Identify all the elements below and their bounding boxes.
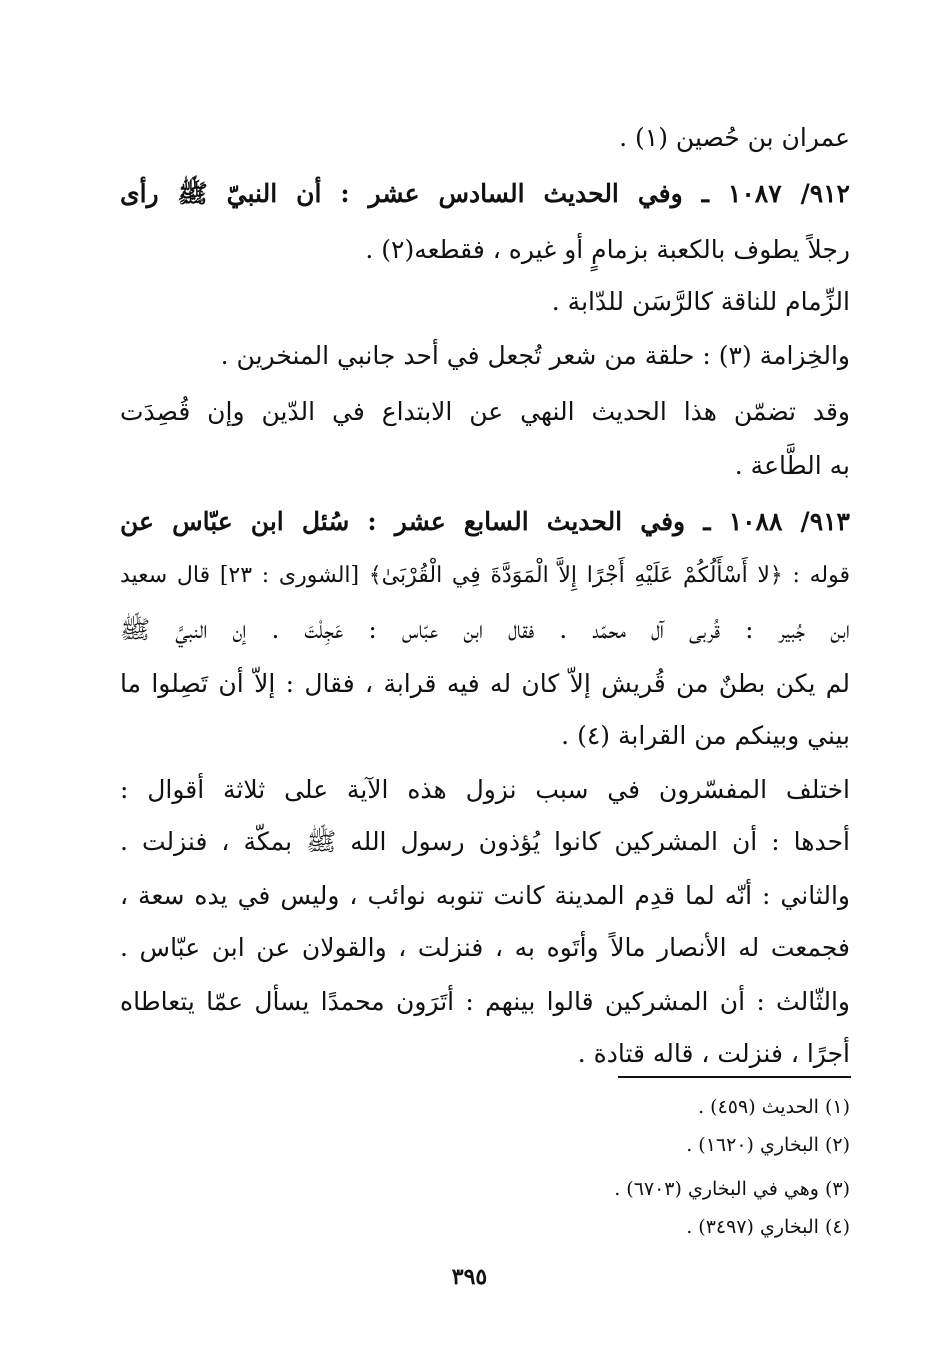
footnote-2: (٢) البخاري (١٦٢٠) . [686,1134,850,1156]
footnote-separator [618,1076,851,1078]
text-line: رجلاً يطوف بالكعبة بزمامٍ أو غيره ، فقطعه(٢) . [365,235,850,264]
text-line: والثاني : أنّه لما قدِم المدينة كانت تنوبه نوائب ، وليس في يده سعة ، [120,881,850,910]
footnote-3: (٣) وهي في البخاري (٦٧٠٣) . [614,1178,850,1200]
text-line: اختلف المفسّرون في سبب نزول هذه الآية على ثلاثة أقوال : [120,775,850,804]
text-line: والثّالث : أن المشركين قالوا بينهم : أتَرَون محمدًا يسأل عمّا يتعاطاه [120,987,850,1016]
footnote-1: (١) الحديث (٤٥٩) . [698,1096,850,1118]
footnote-4: (٤) البخاري (٣٤٩٧) . [686,1216,850,1238]
text-line: والخِزامة (٣) : حلقة من شعر تُجعل في أحد جانبي المنخرين . [220,341,850,370]
text-line: الزِّمام للناقة كالرَّسَن للدّابة . [551,287,850,316]
text-line: وقد تضمّن هذا الحديث النهي عن الابتداع في الدّين وإن قُصِدَت [120,397,850,426]
text-line: فجمعت له الأنصار مالاً وأتَوه به ، فنزلت ، والقولان عن ابن عبّاس . [120,933,850,962]
text-line: بيني وبينكم من القرابة (٤) . [561,721,850,750]
text-line: ابن جُبير : قُربى آل محمّد . فقال ابن عبّاس : عَجِلْتَ . إن النبيَّ ﷺ [120,615,850,644]
text-line: أحدها : أن المشركين كانوا يُؤذون رسول الله ﷺ بمكّة ، فنزلت . [120,827,850,856]
text-line: لم يكن بطنٌ من قُريش إلاّ كان له فيه قرابة ، فقال : إلاّ أن تَصِلوا ما [120,669,850,698]
hadith-heading-line: ٩١٢/ ١٠٨٧ ـ وفي الحديث السادس عشر : أن النبيّ ﷺ رأى [120,179,850,208]
text-line: عمران بن حُصين (١) . [619,123,850,152]
text-line: أجرًا ، فنزلت ، قاله قتادة . [577,1039,850,1068]
page-number: ٣٩٥ [451,1264,488,1290]
quran-verse-line: قوله : ﴿لا أَسْأَلُكُمْ عَلَيْهِ أَجْرًا إِلاَّ الْمَوَدَّةَ فِي الْقُرْبَىٰ﴾ [الشورى : ٢٣] قال سعيد [120,563,850,588]
hadith-heading-line: ٩١٣/ ١٠٨٨ ـ وفي الحديث السابع عشر : سُئل ابن عبّاس عن [120,507,850,536]
text-line: به الطَّاعة . [734,451,850,480]
